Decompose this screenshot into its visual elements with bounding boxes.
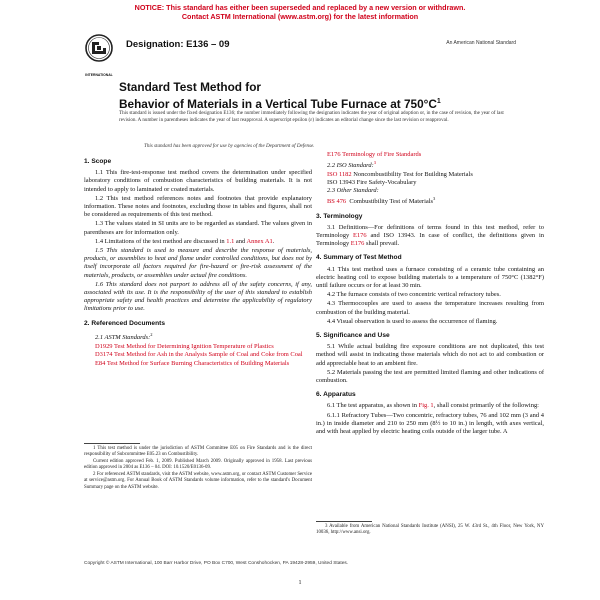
right-column	[316, 151, 545, 437]
reference-item	[327, 195, 544, 206]
left-footnotes	[84, 446, 312, 492]
para-2-1	[84, 331, 312, 342]
footnote-2: 2 For referenced ASTM standards, visit the ASTM website, www.astm.org, or contact ASTM Customer Service at service@astm.org. For Annual Book of ASTM Standards volume information, refer to the standard's Document Summary page on the ASTM website.	[84, 472, 312, 490]
notice-line-2: Contact ASTM International (www.astm.org) for the latest information	[181, 12, 419, 21]
iso-standard-label	[316, 159, 544, 170]
para-4-4: 4.4 Visual observation is used to assess the occurrence of flaming.	[327, 317, 498, 325]
footnote-1-edition: Current edition approved Feb. 1, 2009. Published March 2009. Originally approved in 1958. Last previous edition approved in 2004 as E136 – 04. DOI: 10.1520/E0136-09.	[84, 459, 312, 471]
ref-e176-link[interactable]: E176	[327, 151, 341, 158]
reference-item	[95, 343, 312, 351]
footnote-divider	[84, 443, 140, 444]
para-6-1	[316, 402, 544, 410]
american-national-standard: An American National Standard	[446, 40, 516, 46]
title-footnote-marker: 1	[436, 97, 441, 105]
section-6-heading: 6. Apparatus	[316, 391, 356, 399]
para-3-1-mid: and ISO 13943. In case of conflict, the definitions given in Terminology	[316, 231, 545, 248]
title-line-1: Standard Test Method for	[119, 80, 262, 94]
para-1-2: 1.2 This test method references notes and footnotes that provide explanatory information. These notes and footnotes, excluding those in tables and figures, shall not be considered as requirements of this test method.	[84, 194, 312, 219]
reference-item	[95, 351, 312, 359]
footnote-marker-3[interactable]: 3	[373, 160, 377, 166]
ref-d3174-title[interactable]: Test Method for Ash in the Analysis Sample of Coal and Coke from Coal	[114, 351, 303, 359]
reference-item	[327, 171, 544, 179]
para-1-1: 1.1 This fire-test-response test method covers the determination under specified laboratory conditions of combustion characteristics of building materials. It is not intended to apply to laminated or coated materials.	[84, 169, 312, 193]
section-5-heading: 5. Significance and Use	[316, 331, 390, 339]
para-1-6: 1.6 This standard does not purport to address all of the safety concerns, if any, associated with its use. It is the responsibility of the user of this standard to establish appropriate safety and health practices and determine the applicability of regulatory limitations prior to use.	[84, 280, 312, 313]
title-line-2	[119, 95, 519, 111]
issued-notice: This standard is issued under the fixed designation E136; the number immediately following the designation indicates the year of original adoption or, in the case of revision, the year of last revision. A number in parentheses indicates the year of last reapproval. A superscript epsilon (ε) indicates an editorial change since the last revision or reapproval.	[119, 110, 504, 123]
right-footnotes	[316, 524, 544, 537]
footnote-marker-2: 2	[150, 331, 153, 337]
copyright-line: Copyright © ASTM International, 100 Barr Harbor Drive, PO Box C700, West Conshohocken, PA 19428-2959, United States.	[84, 561, 349, 566]
section-3-heading: 3. Terminology	[316, 212, 363, 220]
title-line-2-text: Behavior of Materials in a Vertical Tube Furnace at 750°C	[119, 96, 437, 111]
astm-logo-icon	[84, 33, 114, 77]
link-fig-1[interactable]: Fig. 1	[418, 402, 434, 410]
para-6-1-1: 6.1.1 Refractory Tubes—Two concentric, refractory tubes, 76 and 102 mm (3 and 4 in.) in inside diameter and 210 to 250 mm (8½ to 10 in.) in length, with axes vertical, and with heat applied by electric heating coils outside of the larger tube. A	[316, 411, 544, 435]
withdrawn-notice	[0, 3, 600, 21]
ref-iso1182-title: Noncombustibility Test for Building Materials	[353, 170, 473, 178]
link-section-1-1[interactable]: 1.1	[226, 237, 235, 245]
para-1-4-end: .	[272, 237, 275, 245]
reference-item	[95, 360, 312, 368]
para-3-1	[316, 224, 544, 249]
para-5-1: 5.1 While actual building fire exposure conditions are not duplicated, this test method will assist in indicating those materials which do not act to aid combustion or add appreciable heat to an ambient fire.	[316, 343, 544, 367]
para-4-2: 4.2 The furnace consists of two concentric vertical refractory tubes.	[327, 291, 501, 299]
footnote-1: 1 This test method is under the jurisdiction of ASTM Committee E05 on Fire Standards and is the direct responsibility of Subcommittee E05.23 on Combustibility.	[84, 446, 312, 458]
ref-bs476-title: Combustibility Test of Materials	[349, 198, 434, 206]
footnote-divider	[316, 521, 372, 522]
para-1-4	[84, 238, 312, 246]
ref-iso13943: ISO 13943 Fire Safety-Vocabulary	[327, 178, 417, 186]
para-3-1-end: shall prevail.	[364, 240, 400, 248]
ref-d1929-link[interactable]: D1929	[95, 343, 113, 351]
link-annex-a1[interactable]: Annex A1	[246, 237, 273, 245]
logo-label: INTERNATIONAL	[85, 73, 113, 77]
link-e176[interactable]: E176	[353, 231, 367, 239]
ref-e84-title[interactable]: Test Method for Surface Burning Characteristics of Building Materials	[106, 359, 290, 367]
section-1-heading: 1. Scope	[84, 158, 112, 165]
ref-d3174-link[interactable]: D3174	[95, 351, 113, 359]
footnote-marker-3b: 3	[433, 196, 436, 202]
ref-d1929-title[interactable]: Test Method for Determining Ignition Temperature of Plastics	[114, 343, 274, 351]
ref-e84-link[interactable]: E84	[95, 359, 106, 367]
para-5-2: 5.2 Materials passing the test are permitted limited flaming and other indications of combustion.	[316, 368, 544, 384]
other-standard-label-text: 2.3 Other Standard:	[327, 186, 379, 194]
designation: Designation: E136 – 09	[126, 39, 230, 50]
iso-standard-label-text: 2.2 ISO Standard:	[327, 162, 374, 170]
para-1-5: 1.5 This standard is used to measure and describe the response of materials, products, or assemblies to heat and flame under controlled conditions, but does not by itself incorporate all factors required for fire-hazard or fire-risk assessment of the materials, products, or assemblies under actual fire conditions.	[84, 247, 312, 279]
ref-bs476-link[interactable]: BS 476	[327, 198, 347, 206]
section-4-heading: 4. Summary of Test Method	[316, 254, 402, 262]
ref-e176-title[interactable]: Terminology of Fire Standards	[342, 151, 422, 158]
para-1-4-text: 1.4 Limitations of the test method are discussed in	[95, 237, 227, 245]
reference-item	[327, 151, 544, 159]
link-e176-2[interactable]: E176	[350, 240, 365, 248]
page-number: 1	[298, 580, 302, 586]
page-title	[119, 81, 519, 111]
para-4-3: 4.3 Thermocouples are used to assess the temperature increases resulting from combustion of the building material.	[316, 300, 544, 316]
dod-approval-note: This standard has been approved for use by agencies of the Department of Defense.	[144, 143, 315, 149]
para-1-4-and: and	[234, 237, 247, 245]
other-standard-label	[316, 187, 544, 195]
para-1-3: 1.3 The values stated in SI units are to be regarded as standard. The values given in parentheses are for information only.	[84, 220, 312, 236]
para-6-1-text: 6.1 The test apparatus, as shown in	[327, 402, 419, 410]
para-4-1: 4.1 This test method uses a furnace consisting of a ceramic tube containing an electric heating coil to expose building materials to a temperature of 750°C (1382°F) until failure occurs or for at least 30 min.	[316, 265, 544, 289]
section-2-heading: 2. Referenced Documents	[84, 319, 165, 327]
para-6-1-end: , shall consist primarily of the following:	[433, 402, 539, 410]
para-3-1-text: 3.1 Definitions—For definitions of terms found in this test method, refer to Terminology	[316, 223, 544, 239]
para-2-1-text: 2.1 ASTM Standards:	[95, 334, 151, 341]
left-column	[84, 155, 312, 368]
ref-iso1182-link[interactable]: ISO 1182	[327, 170, 352, 178]
footnote-3: 3 Available from American National Standards Institute (ANSI), 25 W. 43rd St., 4th Floor, New York, NY 10036, http://www.ansi.org.	[316, 524, 544, 536]
notice-line-1: NOTICE: This standard has either been superseded and replaced by a new version or withdrawn.	[134, 3, 466, 12]
